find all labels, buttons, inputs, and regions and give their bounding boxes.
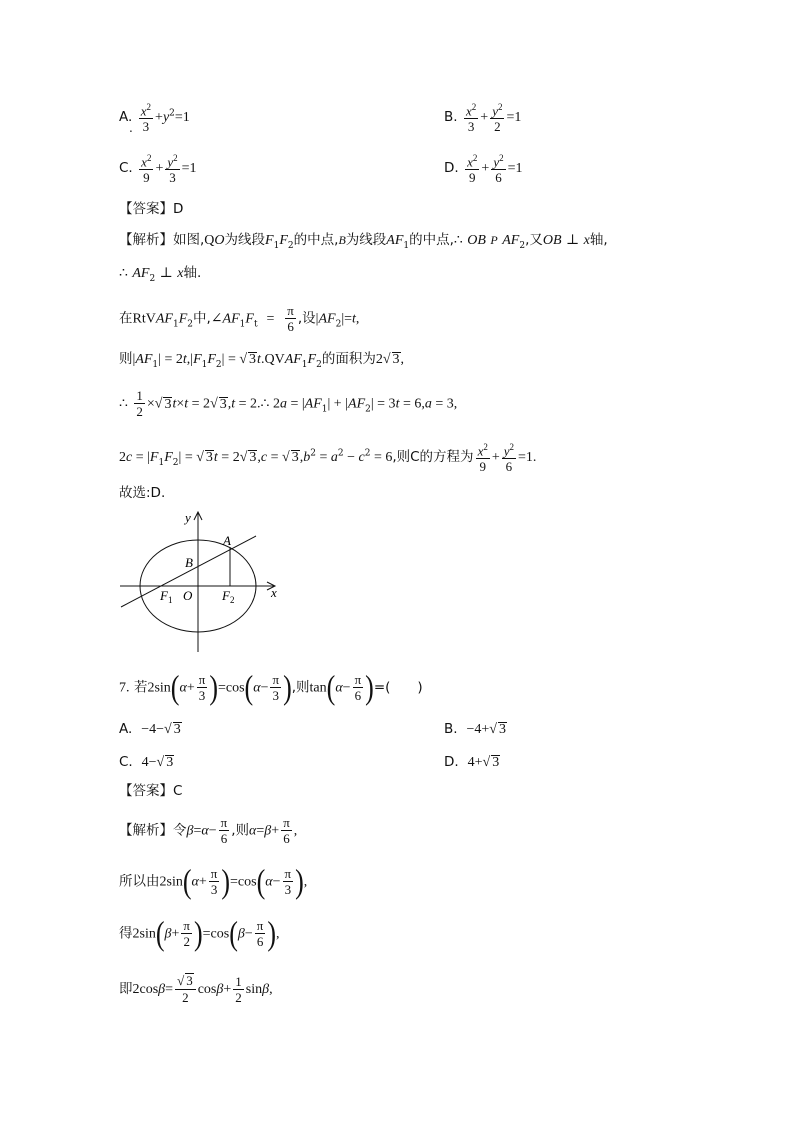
q7-analysis-line-2: 所以由2sin(α+ $\frac{\pi}{3}$ )=cos(α− $\frac{\pi}{3}$ ), <box>119 862 308 900</box>
analysis-line-1: 【解析】如图,QO为线段$F_1F_2$的中点,B为线段$AF_1$的中点,∴ OB P $AF_2$,又OB ⊥ x轴, <box>119 232 608 251</box>
q7-analysis-line-1: 【解析】令β=α− $\frac{\pi}{6}$ ,则α=β+ $\frac{\pi}{6}$ , <box>119 815 298 846</box>
option-b: B. $\frac{x^2}{3}$ + $\frac{y^2}{2}$ =1 <box>444 102 522 135</box>
label-a: A <box>223 533 231 548</box>
option-d: D. $\frac{x^2}{9}$ + $\frac{y^2}{6}$ =1 <box>444 153 523 186</box>
label-b: B <box>185 555 193 570</box>
analysis-line-4: 则$|AF_1| = 2t,|F_1F_2|$ = √ $3t.QVAF_1F_2$的面积为2√ 3, <box>119 351 405 370</box>
answer-label-q6: 【答案】D <box>119 201 184 217</box>
label-f2: $F_2$ <box>222 588 235 605</box>
q7-option-d: D. 4+√ 3 <box>444 754 500 770</box>
analysis-line-6: $2c = |F_1F_2|$ = √ 3t = 2√ 3,c = √ $3,b^2 = a^2 - c^2 = 6$,则C的方程为 $\frac{x^2}{9}$ + $\frac{y^2}{6}$ =1. <box>119 442 537 475</box>
q7-analysis-line-4: 即2cosβ= $\frac{√ 3}{2}$ cosβ+ $\frac{1}{2}$ sinβ, <box>119 973 273 1005</box>
analysis-line-2: ∴ $AF_2$ ⊥ x轴. <box>119 265 202 284</box>
analysis-line-3: 在$RtVAF_1F_2$中$,\angle AF_1F_t$ = $\frac{\pi}{6}$ ,设$|AF_2|=t$, <box>119 303 360 334</box>
q7-analysis-line-3: 得2sin(β+ $\frac{\pi}{2}$ )=cos(β− $\frac{\pi}{6}$ ), <box>119 914 280 952</box>
label-x: x <box>271 585 277 600</box>
option-c: C. $\frac{x^2}{9}$ + $\frac{y^2}{3}$ =1 <box>119 153 197 186</box>
q7-stem: 7. 若2sin(α+ $\frac{\pi}{3}$ )=cos(α− $\frac{\pi}{3}$ ),则tan(α− $\frac{\pi}{6}$ )=( ) <box>119 668 423 706</box>
analysis-line-5: ∴ $\frac{1}{2}$ ×√ 3t×t = 2√ 3,t = 2.∴ $2a = |AF_1| + |AF_2| = 3t = 6,a = 3$, <box>119 388 458 419</box>
option-a: A. $\frac{x^2}{3}$ $+y^2=1$ <box>119 102 190 135</box>
conclusion-q6: 故选:D. <box>119 485 166 501</box>
ellipse-figure <box>115 507 305 657</box>
option-a-dot: . <box>129 121 133 135</box>
q7-option-a: A. −4−√ 3 <box>119 721 181 737</box>
label-o: O <box>183 588 193 603</box>
answer-label-q7: 【答案】C <box>119 783 183 799</box>
q7-option-c: C. 4−√ 3 <box>119 754 174 770</box>
label-f1: $F_1$ <box>160 588 173 605</box>
q7-option-b: B. −4+√ 3 <box>444 721 506 737</box>
label-y: y <box>185 510 191 525</box>
